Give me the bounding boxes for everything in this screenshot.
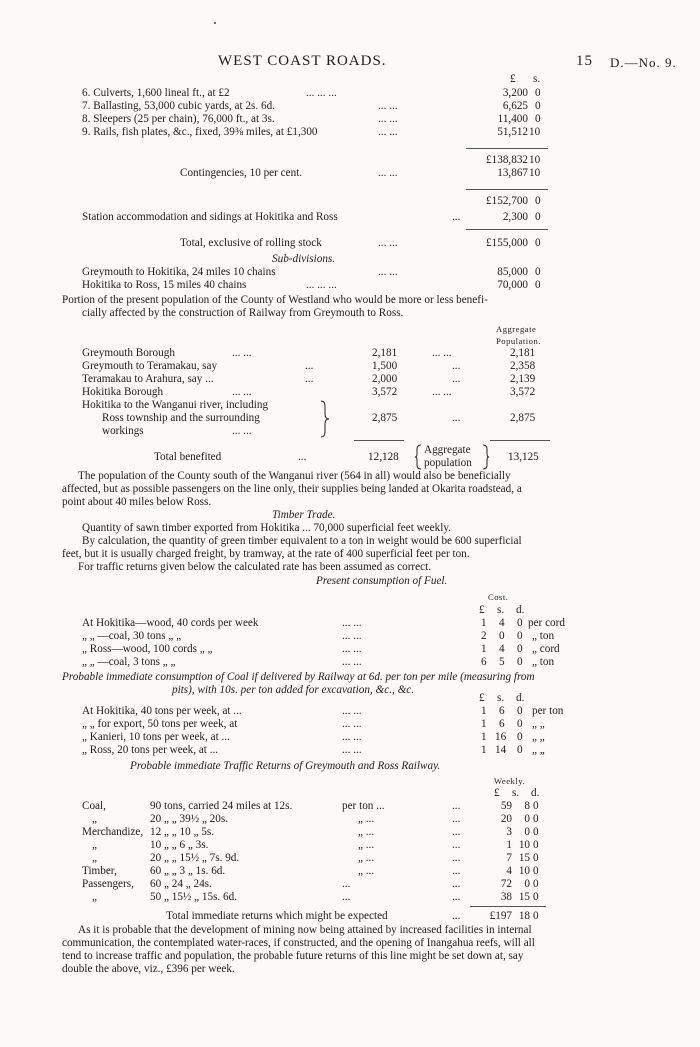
traffic-row-category: „: [92, 852, 97, 864]
traffic-row-rate: per ton ...: [342, 800, 385, 812]
coal-row-label: „ „ for export, 50 tons per week, at: [82, 718, 238, 730]
leader-dots: ...: [452, 839, 461, 851]
leader-dots: ... ...: [432, 347, 452, 359]
coal-intro: Probable immediate consumption of Coal if delivered by Railway at 6d. per ton per mile (measuring from: [62, 671, 535, 683]
coal-row-pounds: 1: [481, 705, 487, 717]
leader-dots: ...: [452, 412, 461, 424]
traffic-row-quantity: 90 tons, carried 24 miles at 12s.: [150, 800, 293, 812]
aggregate-head: Aggregate: [496, 324, 537, 334]
coal-row-shillings: 6: [499, 705, 505, 717]
cost-item-amount: 3,200: [502, 87, 528, 99]
traffic-total-label: Total immediate returns which might be expected: [166, 910, 388, 922]
leader-dots: ... ...: [378, 237, 398, 249]
subdivisions-title: Sub-divisions.: [272, 253, 336, 265]
traffic-row-category: Coal,: [82, 800, 106, 812]
traffic-row-quantity: 60 „ 24 „ 24s.: [150, 878, 212, 890]
traffic-row-rate: „ ...: [358, 839, 375, 851]
sum-rule: [490, 440, 550, 441]
cost-item-shillings: 0: [535, 100, 541, 112]
coal-row-pounds: 1: [481, 731, 487, 743]
left-brace-icon: [414, 444, 422, 470]
wanganui-label-line1: Hokitika to the Wanganui river, including: [82, 399, 269, 411]
cost-item-amount: 11,400: [497, 113, 528, 125]
leader-dots: ...: [452, 878, 461, 890]
traffic-title: Probable immediate Traffic Returns of Greymouth and Ross Railway.: [130, 760, 441, 772]
leader-dots: ... ...: [378, 266, 398, 278]
leader-dots: ... ...: [342, 705, 362, 717]
traffic-row-quantity: 20 „ „ 15½ „ 7s. 9d.: [150, 852, 240, 864]
traffic-row-quantity: 50 „ 15½ „ 15s. 6d.: [150, 891, 238, 903]
traffic-row-category: „: [92, 891, 97, 903]
station-amount: 2,300: [502, 211, 528, 223]
traffic-row-quantity: 60 „ „ 3 „ 1s. 6d.: [150, 865, 226, 877]
traffic-row-rate: ...: [342, 891, 351, 903]
coal-row-label: At Hokitika, 40 tons per week, at ...: [82, 705, 242, 717]
coal-intro: pits), with 10s. per ton added for excavation, &c., &c.: [172, 684, 415, 696]
right-brace-icon: [320, 400, 330, 438]
fuel-row-unit: „ ton: [532, 630, 555, 642]
traffic-row-rate: „ ...: [358, 813, 375, 825]
wanganui-value: 2,875: [372, 412, 398, 424]
page-title: WEST COAST ROADS.: [218, 53, 387, 69]
cost-head: Cost.: [488, 592, 509, 602]
traffic-row-shillings: 0: [524, 878, 530, 890]
aggregate-population-value: 13,125: [508, 451, 539, 463]
leader-dots: ... ...: [432, 386, 452, 398]
traffic-row-pence: 0: [533, 826, 539, 838]
coal-row-pounds: 1: [481, 744, 487, 756]
traffic-total-shillings: 18: [518, 910, 530, 922]
fuel-row-label: „ „ —coal, 30 tons „ „: [82, 630, 182, 642]
south-population-text: affected, but as possible passengers on the line only, their supplies being landed at Okarita roadstead, a: [62, 483, 522, 495]
traffic-row-pence: 0: [533, 852, 539, 864]
fuel-row-unit: „ cord: [532, 643, 560, 655]
weekly-head: Weekly.: [494, 776, 526, 786]
leader-dots: ...: [452, 360, 461, 372]
unit-head-pence: d.: [516, 692, 525, 704]
leader-dots: ...: [452, 813, 461, 825]
leader-dots: ...: [452, 891, 461, 903]
coal-row-shillings: 6: [499, 718, 505, 730]
leader-dots: ... ...: [232, 425, 252, 437]
population-row-value: 2,181: [372, 347, 398, 359]
cost-item-label: 9. Rails, fish plates, &c., fixed, 39⅜ miles, at £1,300: [82, 126, 318, 138]
aggregate-head: Population.: [496, 336, 541, 346]
leader-dots: ... ...: [342, 656, 362, 668]
right-brace-icon: [482, 444, 490, 470]
traffic-row-category: „: [92, 839, 97, 851]
traffic-row-quantity: 12 „ „ 10 „ 5s.: [150, 826, 215, 838]
subtotal-amount: £138,832: [486, 154, 528, 166]
fuel-row-pence: 0: [517, 617, 523, 629]
traffic-row-rate: ...: [342, 878, 351, 890]
subdivision-shillings: 0: [535, 279, 541, 291]
leader-dots: ...: [452, 373, 461, 385]
fuel-title: Present consumption of Fuel.: [316, 575, 448, 587]
fuel-row-pence: 0: [517, 630, 523, 642]
cost-item-amount: 51,512: [497, 126, 528, 138]
cost-item-shillings: 0: [535, 87, 541, 99]
traffic-row-pounds: 1: [506, 839, 512, 851]
timber-exported: Quantity of sawn timber exported from Hokitika ... 70,000 superficial feet weekly.: [82, 522, 451, 534]
population-row-label: Greymouth Borough: [82, 347, 175, 359]
traffic-row-pounds: 72: [500, 878, 512, 890]
coal-row-label: „ Kanieri, 10 tons per week, at ...: [82, 731, 230, 743]
traffic-row-shillings: 0: [524, 813, 530, 825]
fuel-row-shillings: 5: [499, 656, 505, 668]
leader-dots: ... ...: [378, 126, 398, 138]
fuel-row-label: „ „ —coal, 3 tons „ „: [82, 656, 176, 668]
leader-dots: ... ...: [378, 113, 398, 125]
coal-row-unit: per ton: [532, 705, 564, 717]
timber-calculation: By calculation, the quantity of green timber equivalent to a ton in weight would be 600 superficial: [82, 535, 522, 547]
cost-head-pounds: £: [510, 73, 516, 85]
sum-rule: [354, 440, 404, 441]
traffic-row-pence: 0: [533, 878, 539, 890]
total-cost-amount: £155,000: [486, 237, 528, 249]
population-row-value: 3,572: [372, 386, 398, 398]
wanganui-label-line3: workings: [102, 425, 144, 437]
traffic-row-pounds: 7: [506, 852, 512, 864]
timber-calculation: feet, but it is usually charged freight, by tramway, at the rate of 400 superficial feet per ton.: [62, 548, 470, 560]
traffic-row-shillings: 15: [518, 852, 530, 864]
traffic-row-pence: 0: [533, 891, 539, 903]
traffic-row-pounds: 20: [500, 813, 512, 825]
traffic-row-pounds: 38: [500, 891, 512, 903]
leader-dots: ...: [452, 910, 461, 922]
subdivision-label: Hokitika to Ross, 15 miles 40 chains: [82, 279, 247, 291]
leader-dots: ... ...: [232, 386, 252, 398]
fuel-row-pounds: 1: [481, 643, 487, 655]
page-number: 15: [576, 53, 593, 69]
total-benefited-value: 12,128: [368, 451, 399, 463]
leader-dots: ... ...: [342, 630, 362, 642]
fuel-row-pounds: 2: [481, 630, 487, 642]
closing-paragraph: tend to increase traffic and population, the probable future returns of this line might be set down at, say: [62, 950, 524, 962]
leader-dots: ...: [452, 865, 461, 877]
traffic-row-shillings: 0: [524, 826, 530, 838]
leader-dots: ... ...: [342, 718, 362, 730]
leader-dots: ...: [452, 211, 461, 223]
population-row-aggregate: 2,139: [510, 373, 536, 385]
subtotal-amount: £152,700: [486, 195, 528, 207]
closing-paragraph: communication, the contemplated water-races, if constructed, and the opening of Inangahua reefs, will all: [62, 937, 535, 949]
unit-head-pounds: £: [479, 692, 485, 704]
fuel-row-label: At Hokitika—wood, 40 cords per week: [82, 617, 259, 629]
leader-dots: ...: [452, 800, 461, 812]
traffic-note: For traffic returns given below the calculated rate has been assumed as correct.: [78, 561, 431, 573]
fuel-row-pounds: 6: [481, 656, 487, 668]
leader-dots: ... ...: [232, 347, 252, 359]
leader-dots: ... ... ...: [306, 279, 337, 291]
closing-paragraph: double the above, viz., £396 per week.: [62, 963, 235, 975]
unit-head-shillings: s.: [512, 787, 520, 799]
contingencies-amount: 13,867: [497, 167, 528, 179]
traffic-total-pounds: £197: [489, 910, 512, 922]
coal-row-pence: 0: [517, 744, 523, 756]
fuel-row-unit: per cord: [528, 617, 565, 629]
population-intro: cially affected by the construction of Railway from Greymouth to Ross.: [82, 307, 404, 319]
coal-row-shillings: 14: [495, 744, 507, 756]
south-population-text: point about 40 miles below Ross.: [62, 496, 212, 508]
leader-dots: ...: [298, 451, 307, 463]
fuel-row-shillings: 0: [499, 630, 505, 642]
population-row-aggregate: 3,572: [510, 386, 536, 398]
timber-title: Timber Trade.: [272, 509, 336, 521]
traffic-row-quantity: 20 „ „ 39½ „ 20s.: [150, 813, 228, 825]
sum-rule: [466, 189, 548, 190]
fuel-row-shillings: 4: [499, 617, 505, 629]
coal-row-unit: „ „: [532, 744, 545, 756]
total-benefited-label: Total benefited: [154, 451, 222, 463]
aggregate-population-label: population: [424, 457, 472, 469]
wanganui-aggregate: 2,875: [510, 412, 536, 424]
traffic-row-pounds: 4: [506, 865, 512, 877]
coal-row-pence: 0: [517, 705, 523, 717]
fuel-row-pence: 0: [517, 643, 523, 655]
traffic-total-pence: 0: [533, 910, 539, 922]
traffic-row-category: Passengers,: [82, 878, 134, 890]
coal-row-unit: „ „: [532, 731, 545, 743]
unit-head-pence: d.: [516, 604, 525, 616]
population-row-aggregate: 2,358: [510, 360, 536, 372]
total-cost-shillings: 0: [535, 237, 541, 249]
traffic-row-pence: 0: [533, 800, 539, 812]
cost-item-amount: 6,625: [502, 100, 528, 112]
page-speck: [214, 22, 216, 24]
population-row-label: Greymouth to Teramakau, say: [82, 360, 218, 372]
cost-head-shillings: s.: [533, 73, 541, 85]
subdivision-amount: 85,000: [497, 266, 528, 278]
fuel-row-pounds: 1: [481, 617, 487, 629]
contingencies-label: Contingencies, 10 per cent.: [180, 167, 303, 179]
leader-dots: ...: [305, 373, 314, 385]
leader-dots: ... ...: [342, 643, 362, 655]
fuel-row-pence: 0: [517, 656, 523, 668]
leader-dots: ...: [452, 852, 461, 864]
cost-item-shillings: 0: [535, 113, 541, 125]
sum-rule: [466, 148, 548, 149]
leader-dots: ... ...: [342, 731, 362, 743]
sum-rule: [470, 906, 546, 907]
traffic-row-shillings: 15: [518, 891, 530, 903]
document-reference: D.—No. 9.: [610, 55, 677, 70]
subdivision-amount: 70,000: [497, 279, 528, 291]
cost-item-shillings: 10: [529, 126, 541, 138]
traffic-row-category: Timber,: [82, 865, 117, 877]
cost-item-label: 6. Culverts, 1,600 lineal ft., at £2: [82, 87, 230, 99]
leader-dots: ... ...: [378, 100, 398, 112]
traffic-row-rate: „ ...: [358, 826, 375, 838]
leader-dots: ... ... ...: [306, 87, 337, 99]
traffic-row-quantity: 10 „ „ 6 „ 3s.: [150, 839, 209, 851]
subdivision-shillings: 0: [535, 266, 541, 278]
unit-head-pence: d.: [531, 787, 540, 799]
unit-head-pounds: £: [494, 787, 500, 799]
population-row-label: Teramakau to Arahura, say ...: [82, 373, 214, 385]
coal-row-shillings: 16: [495, 731, 507, 743]
subtotal-shillings: 10: [529, 154, 541, 166]
leader-dots: ... ...: [342, 617, 362, 629]
traffic-row-rate: „ ...: [358, 852, 375, 864]
leader-dots: ... ...: [342, 744, 362, 756]
coal-row-label: „ Ross, 20 tons per week, at ...: [82, 744, 219, 756]
traffic-row-shillings: 8: [524, 800, 530, 812]
traffic-row-rate: „ ...: [358, 865, 375, 877]
traffic-row-shillings: 10: [518, 865, 530, 877]
population-row-label: Hokitika Borough: [82, 386, 164, 398]
traffic-row-pence: 0: [533, 865, 539, 877]
fuel-row-shillings: 4: [499, 643, 505, 655]
traffic-row-shillings: 10: [518, 839, 530, 851]
closing-paragraph: As it is probable that the development of mining now being attained by increased facilities in internal: [78, 924, 532, 936]
station-shillings: 0: [535, 211, 541, 223]
sum-rule: [466, 229, 548, 230]
station-label: Station accommodation and sidings at Hokitika and Ross: [82, 211, 338, 223]
total-cost-label: Total, exclusive of rolling stock: [180, 237, 322, 249]
population-row-value: 1,500: [372, 360, 398, 372]
population-row-aggregate: 2,181: [510, 347, 536, 359]
leader-dots: ...: [305, 360, 314, 372]
subtotal-shillings: 0: [535, 195, 541, 207]
unit-head-shillings: s.: [497, 692, 505, 704]
leader-dots: ... ...: [378, 167, 398, 179]
population-intro: Portion of the present population of the County of Westland who would be more or less benefi-: [62, 294, 488, 306]
traffic-row-pence: 0: [533, 813, 539, 825]
traffic-row-pounds: 3: [506, 826, 512, 838]
cost-item-label: 8. Sleepers (25 per chain), 76,000 ft., at 3s.: [82, 113, 275, 125]
south-population-text: The population of the County south of the Wanganui river (564 in all) would also be beneficially: [78, 470, 511, 482]
cost-item-label: 7. Ballasting, 53,000 cubic yards, at 2s. 6d.: [82, 100, 275, 112]
subdivision-label: Greymouth to Hokitika, 24 miles 10 chains: [82, 266, 276, 278]
wanganui-label-line2: Ross township and the surrounding: [102, 412, 260, 424]
traffic-row-pounds: 59: [500, 800, 512, 812]
traffic-row-pence: 0: [533, 839, 539, 851]
aggregate-population-label: Aggregate: [424, 444, 471, 456]
population-row-value: 2,000: [372, 373, 398, 385]
coal-row-pence: 0: [517, 718, 523, 730]
fuel-row-unit: „ ton: [532, 656, 555, 668]
traffic-row-category: Merchandize,: [82, 826, 144, 838]
coal-row-pounds: 1: [481, 718, 487, 730]
contingencies-shillings: 10: [529, 167, 541, 179]
unit-head-pounds: £: [479, 604, 485, 616]
coal-row-unit: „ „: [532, 718, 545, 730]
leader-dots: ...: [452, 826, 461, 838]
traffic-row-category: „: [92, 813, 97, 825]
fuel-row-label: „ Ross—wood, 100 cords „ „: [82, 643, 213, 655]
coal-row-pence: 0: [517, 731, 523, 743]
unit-head-shillings: s.: [497, 604, 505, 616]
